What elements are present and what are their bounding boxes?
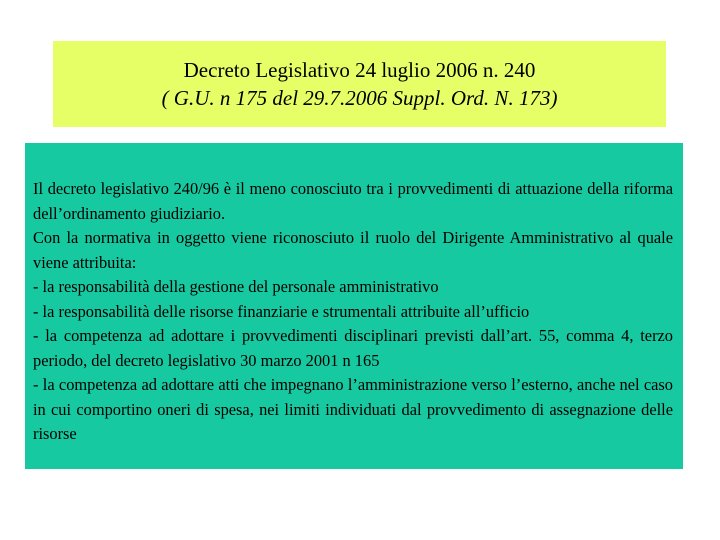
- list-item-external-acts: - la competenza ad adottare atti che impegnano l’amministrazione verso l’esterno, anche nel caso in cui comportino oneri di spesa, nei limiti individuati dal provvedimento di assegnazione delle risorse: [33, 375, 673, 443]
- gazette-reference: ( G.U. n 175 del 29.7.2006 Suppl. Ord. N. 173): [161, 86, 558, 110]
- paragraph-intro: Il decreto legislativo 240/96 è il meno conosciuto tra i provvedimenti di attuazione della riforma dell’ordinamento giudiziario.: [33, 179, 673, 223]
- list-item-personnel: - la responsabilità della gestione del personale amministrativo: [33, 277, 439, 296]
- content-panel: [25, 143, 683, 469]
- list-item-resources: - la responsabilità delle risorse finanziarie e strumentali attribuite all’ufficio: [33, 301, 530, 321]
- list-item-disciplinary: - la competenza ad adottare i provvedimenti disciplinari previsti dall’art. 55, comma 4, terzo periodo, del decreto legislativo 30 marzo 2001 n 165: [33, 326, 673, 370]
- paragraph-role: Con la normativa in oggetto viene riconosciuto il ruolo del Dirigente Amministrativo al quale viene attribuita:: [33, 228, 673, 272]
- decree-title: Decreto Legislativo 24 luglio 2006 n. 240: [183, 58, 536, 82]
- title-banner: [53, 41, 666, 127]
